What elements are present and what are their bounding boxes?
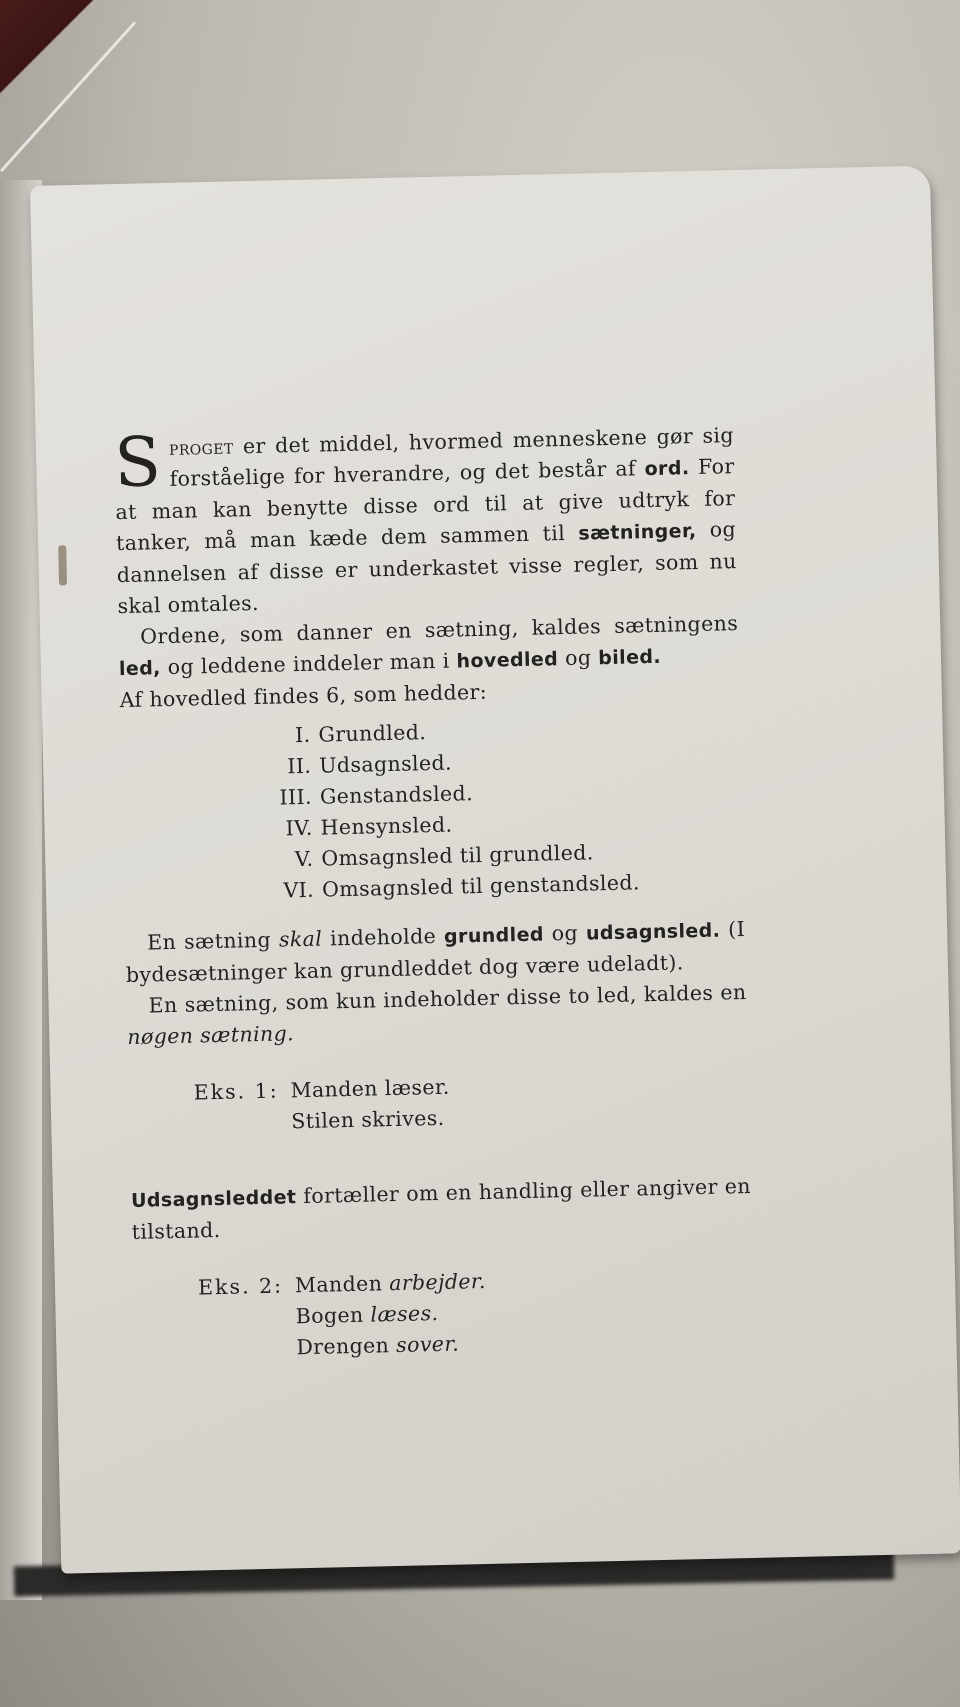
text-run: indeholde [321, 923, 445, 951]
example-lines [295, 1266, 488, 1363]
italic-term: nøgen sætning. [127, 1021, 295, 1050]
list-number: IV. [285, 815, 313, 841]
list-number: VI. [283, 877, 315, 903]
text-run: En sætning [146, 927, 280, 955]
list-number: II. [287, 753, 312, 779]
list-text: Hensynsled. [320, 812, 453, 840]
text-run: er det middel, hvormed menneskene gør sig forståelige for hverandre, og det består af [169, 423, 735, 491]
bold-term: biled. [598, 645, 662, 670]
bold-term: udsagnsled. [585, 919, 721, 945]
example-word: Bogen [295, 1302, 371, 1329]
book-page [30, 166, 960, 1574]
dark-corner-object [0, 0, 110, 120]
example-verb: læses. [370, 1301, 439, 1327]
italic-term: skal [278, 926, 323, 952]
example-line [295, 1297, 486, 1332]
text-run: En sætning, som kun indeholder disse to led, kaldes en [148, 979, 747, 1018]
bold-term: led, [118, 657, 162, 681]
example-label: Eks. 1: [193, 1078, 279, 1105]
text-run: (I bydesætninger kan grundleddet dog være udeladt). [125, 916, 746, 988]
example-verb: sover. [395, 1331, 460, 1357]
bold-term: ord. [644, 457, 690, 481]
example-line [296, 1328, 487, 1363]
list-text: Genstandsled. [319, 781, 474, 809]
example-lines [290, 1072, 451, 1138]
bold-term: sætninger, [578, 519, 697, 545]
list-text: Grundled. [318, 720, 427, 747]
example-word: Manden [294, 1271, 390, 1298]
example-verb: arbejder. [388, 1268, 486, 1296]
list-number: V. [294, 846, 314, 872]
list-number: I. [294, 722, 311, 748]
bold-term: hovedled [456, 648, 559, 673]
example-line: Stilen skrives. [291, 1105, 445, 1134]
text-run: og [557, 645, 599, 671]
drop-cap: S [113, 423, 163, 504]
text-run: og dannelsen af disse er underkastet visse regler, som nu skal omtales. [116, 517, 737, 619]
text-run: For at man kan benytte disse ord til at give udtryk for tanker, må man kæde dem sammen til [115, 454, 736, 556]
bold-term: grundled [443, 923, 545, 948]
text-run: og [543, 920, 587, 946]
paragraph-1 [114, 420, 738, 622]
example-line [295, 1266, 486, 1301]
text-run: Ordene, som danner en sætning, kaldes sætningens [139, 611, 739, 649]
list-number: III. [279, 784, 313, 810]
text-run: og leddene inddeler man i [160, 648, 457, 680]
paragraph-2-continuation: Af hovedled findes 6, som hedder: [119, 679, 488, 713]
page-text [114, 420, 755, 1367]
bold-term: Udsagnsleddet [130, 1186, 297, 1212]
hovedled-list [120, 710, 744, 910]
text-run: fortæller om en handling eller angiver en tilstand. [131, 1173, 752, 1244]
example-line: Manden læser. [290, 1074, 450, 1103]
example-word: Drengen [296, 1332, 397, 1360]
example-label: Eks. 2: [197, 1273, 284, 1300]
smallcaps-word: proget [168, 434, 234, 460]
list-text: Omsagnsled til genstandsled. [321, 870, 641, 902]
binding-mark [58, 545, 67, 585]
list-text: Omsagnsled til grundled. [321, 840, 594, 871]
example-2 [133, 1260, 755, 1367]
list-text: Udsagnsled. [318, 750, 453, 778]
